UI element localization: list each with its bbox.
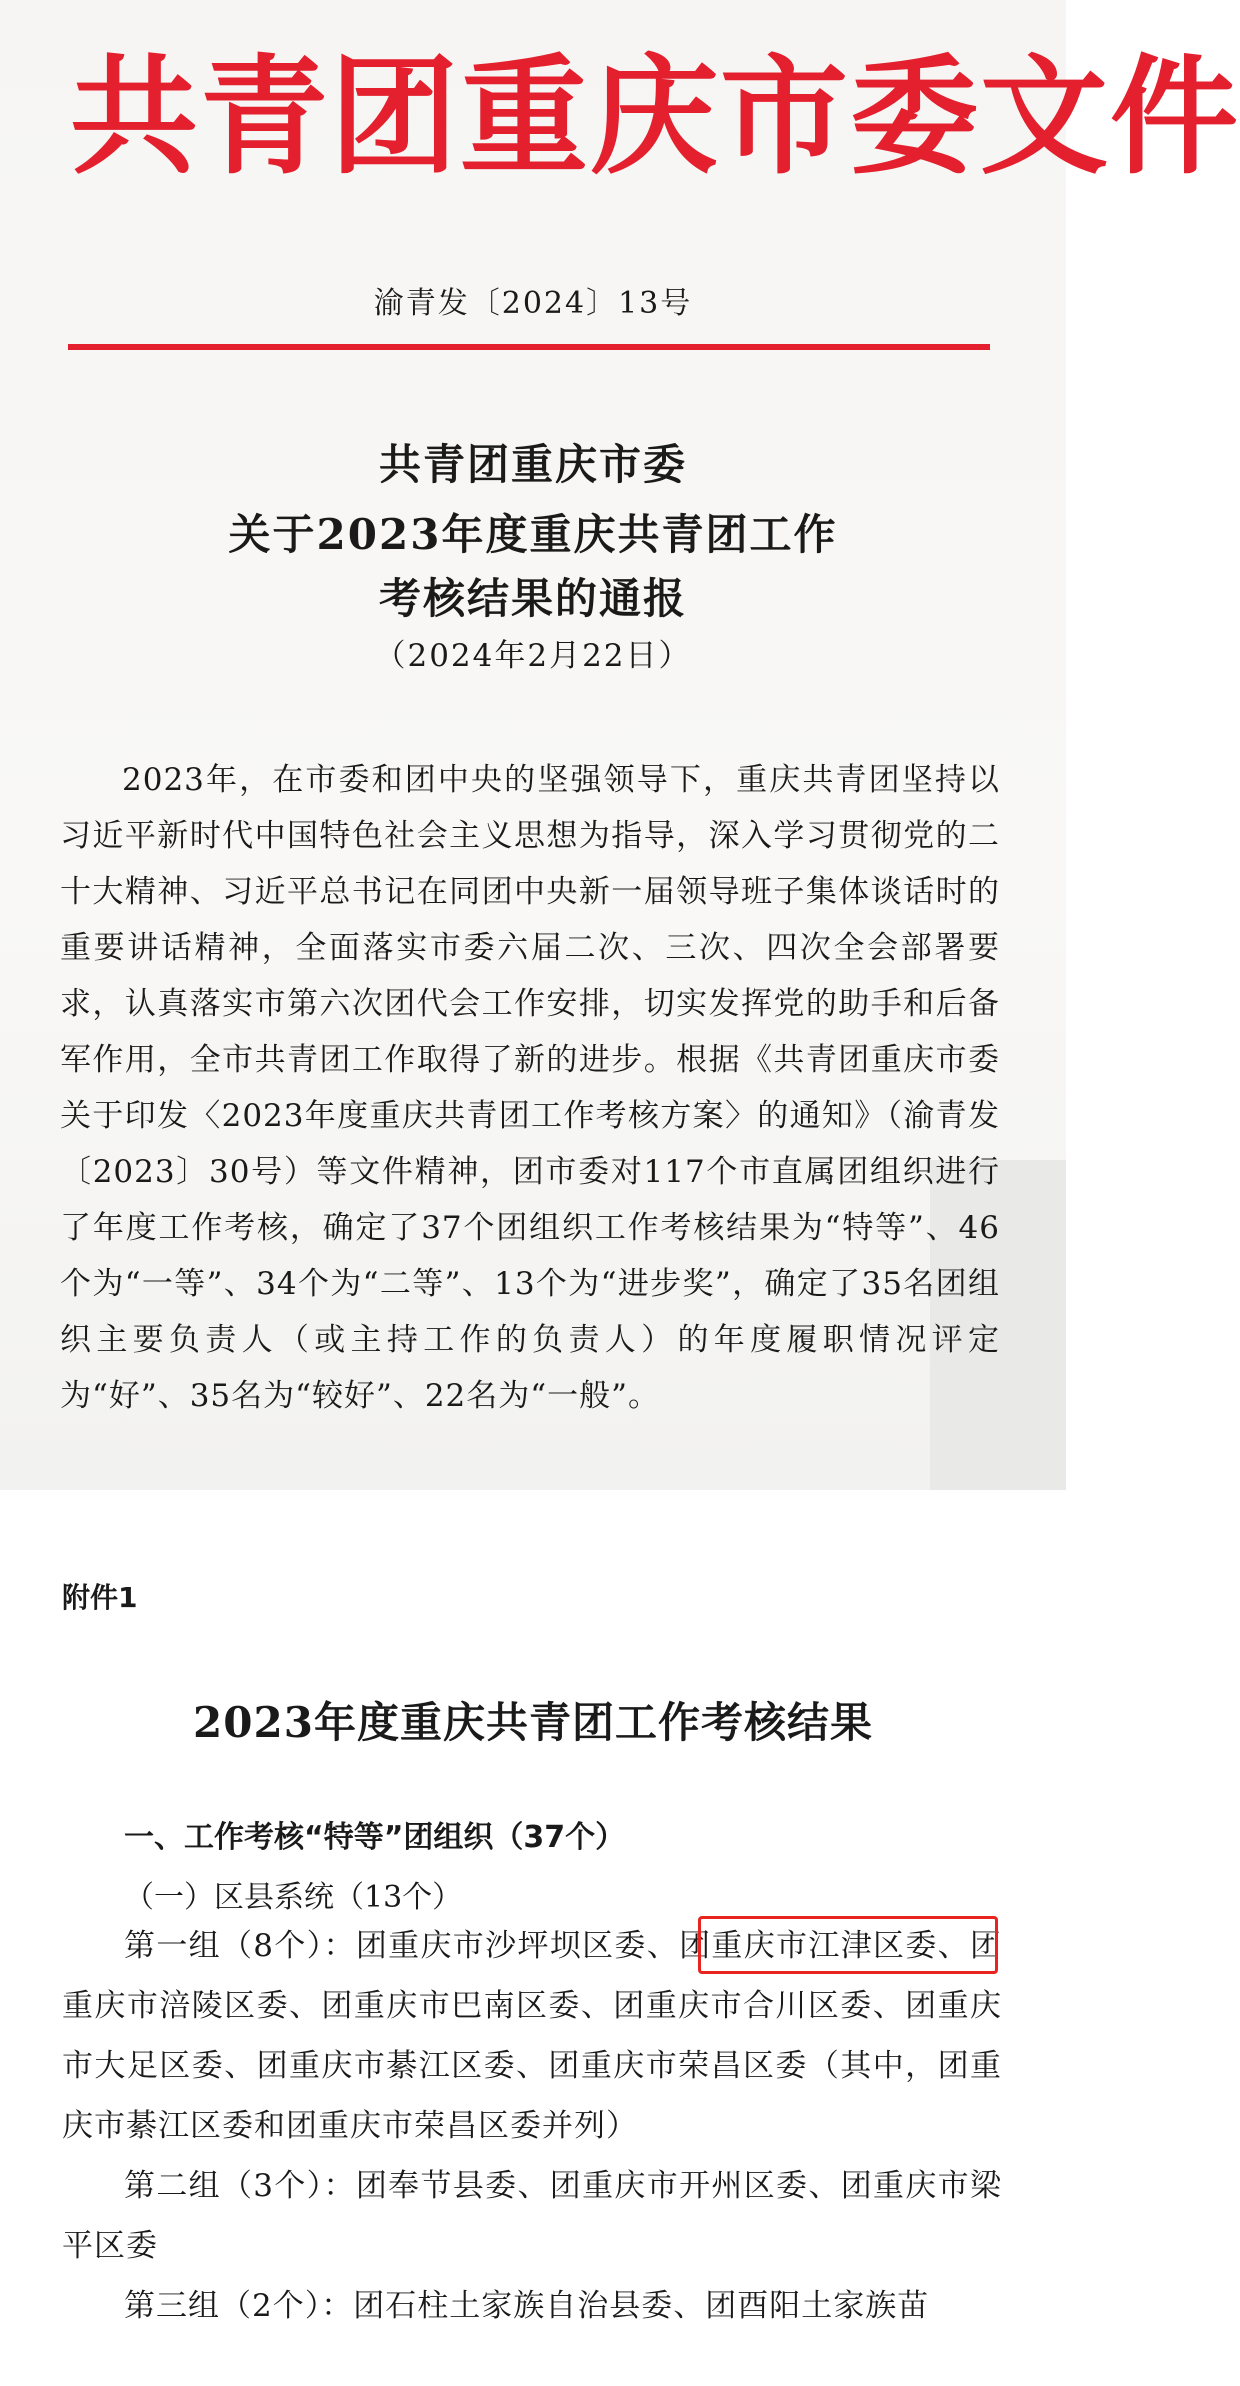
document-number: 渝青发〔2024〕13号 bbox=[373, 286, 693, 321]
title-line-1: 共青团重庆市委 bbox=[378, 440, 687, 489]
red-separator-line bbox=[68, 344, 990, 350]
group-1-list: 第一组（8个）：团重庆市沙坪坝区委、团重庆市江津区委、团重庆市涪陵区委、团重庆市巴南区委、团重庆市合川区委、团重庆市大足区委、团重庆市綦江区委、团重庆市荣昌区委（其中，团重庆市綦江区委和团重庆市荣昌区委并列） bbox=[62, 1928, 1002, 2144]
title-line-3: 考核结果的通报 bbox=[378, 574, 687, 623]
highlight-box bbox=[698, 1916, 998, 1974]
group-2-list: 第二组（3个）：团奉节县委、团重庆市开州区委、团重庆市梁平区委 bbox=[62, 2168, 1002, 2264]
title-line-2: 关于2023年度重庆共青团工作 bbox=[228, 510, 838, 559]
attachment-label: 附件1 bbox=[62, 1581, 138, 1614]
results-title: 2023年度重庆共青团工作考核结果 bbox=[193, 1698, 873, 1747]
section-heading: 一、工作考核“特等”团组织（37个） bbox=[124, 1820, 626, 1855]
issue-date: （2024年2月22日） bbox=[374, 638, 692, 674]
group-3-list: 第三组（2个）：团石柱土家族自治县委、团酉阳土家族苗 bbox=[124, 2288, 930, 2324]
body-paragraph: 2023年，在市委和团中央的坚强领导下，重庆共青团坚持以习近平新时代中国特色社会主义思想为指导，深入学习贯彻党的二十大精神、习近平总书记在同团中央新一届领导班子集体谈话时的重要讲话精神，全面落实市委六届二次、三次、四次全会部署要求，认真落实市第六次团代会工作安排，切实发挥党的助手和后备军作用，全市共青团工作取得了新的进步。根据《共青团重庆市委关于印发〈2023年度重庆共青团工作考核方案〉的通知》（渝青发〔2023〕30号）等文件精神，团市委对117个市直属团组织进行了年度工作考核，确定了37个团组织工作考核结果为“特等”、46个为“一等”、34个为“二等”、13个为“进步奖”，确定了35名团组织主要负责人（或主持工作的负责人）的年度履职情况评定为“好”、35名为“较好”、22名为“一般”。 bbox=[60, 762, 1000, 1414]
masthead-title: 共青团重庆市委文件 bbox=[70, 43, 1240, 192]
subsection-heading: （一）区县系统（13个） bbox=[124, 1880, 463, 1915]
